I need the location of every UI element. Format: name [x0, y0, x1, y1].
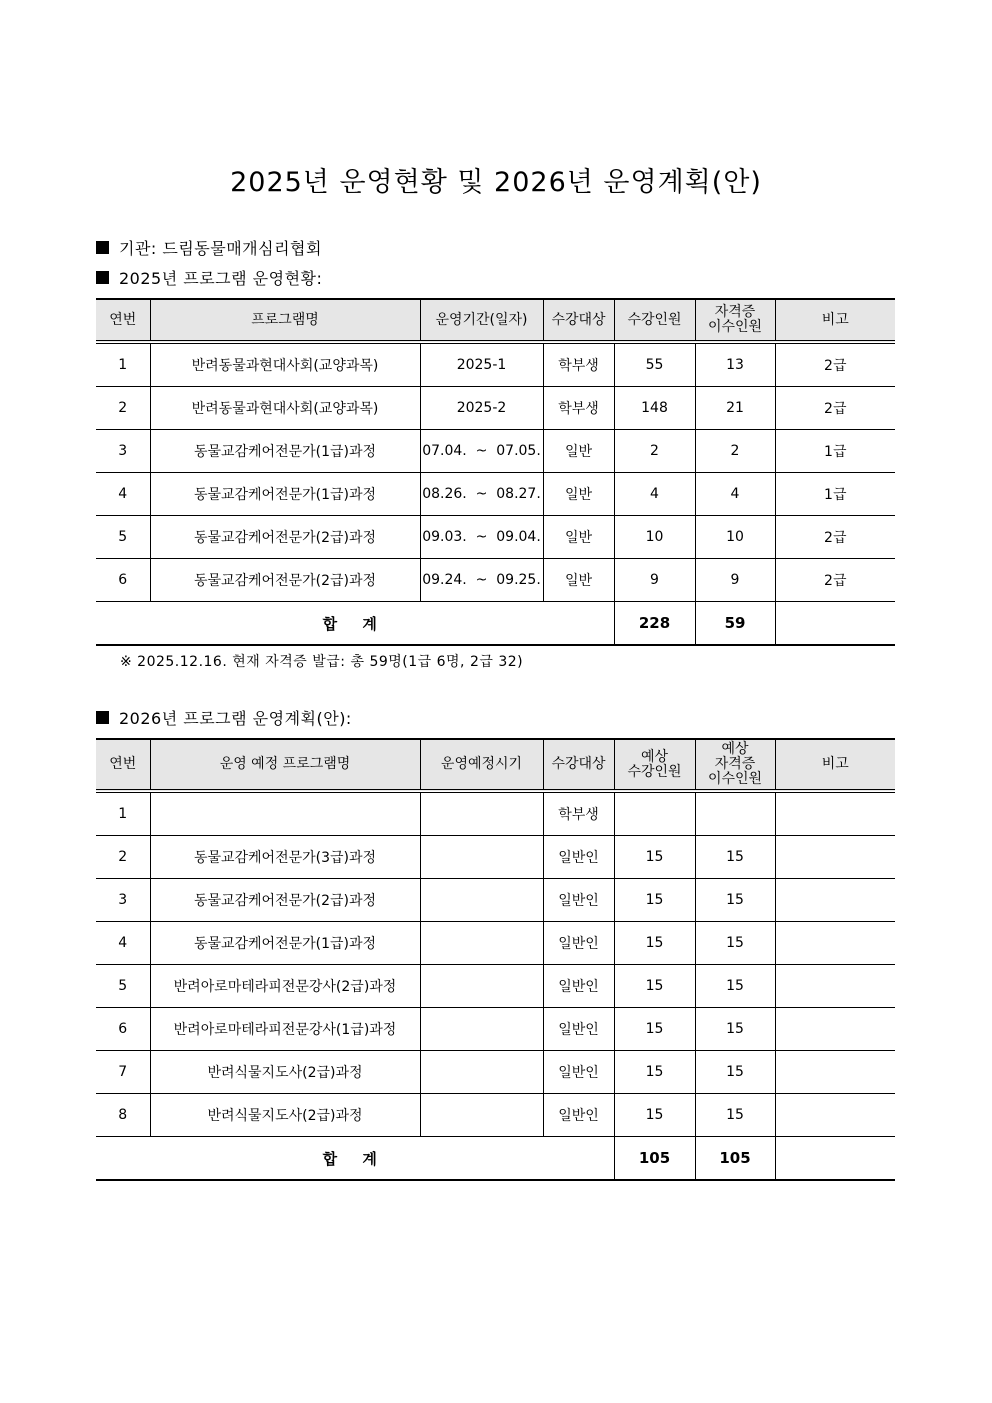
cell-target: 일반인 [543, 922, 614, 965]
cell-target: 일반인 [543, 1094, 614, 1137]
cell-note: 1급 [775, 430, 895, 473]
total-enrolled: 228 [614, 602, 695, 646]
cell-program-name: 동물교감케어전문가(3급)과정 [150, 836, 420, 879]
cell-enrolled: 55 [614, 342, 695, 387]
cell-enrolled: 10 [614, 516, 695, 559]
section-2025-heading [96, 266, 322, 289]
table-row [96, 1008, 895, 1051]
header-certified [695, 299, 775, 342]
cell-target: 학부생 [543, 791, 614, 836]
cell-target: 학부생 [543, 342, 614, 387]
cell-program-name: 동물교감케어전문가(2급)과정 [150, 879, 420, 922]
cell-note [775, 791, 895, 836]
header-note: 비고 [775, 299, 895, 342]
cell-program-name: 동물교감케어전문가(2급)과정 [150, 559, 420, 602]
cell-note [775, 922, 895, 965]
total-label: 합 계 [96, 1137, 614, 1181]
cell-target: 일반 [543, 430, 614, 473]
total-certified: 59 [695, 602, 775, 646]
cell-no: 4 [96, 922, 150, 965]
square-bullet-icon [96, 241, 109, 254]
cell-certified [695, 791, 775, 836]
table-row [96, 922, 895, 965]
cell-no: 4 [96, 473, 150, 516]
square-bullet-icon [96, 711, 109, 724]
table-row [96, 836, 895, 879]
cell-note [775, 965, 895, 1008]
total-enrolled: 105 [614, 1137, 695, 1181]
table-row [96, 1051, 895, 1094]
cell-note [775, 1008, 895, 1051]
square-bullet-icon [96, 271, 109, 284]
cell-note [775, 1094, 895, 1137]
cell-period: 07.04. ~ 07.05. [420, 430, 543, 473]
header-cert-line3: 이수인원 [707, 771, 763, 787]
table-2025-operations [96, 298, 895, 646]
cell-certified: 2 [695, 430, 775, 473]
section-2026-heading-text: 2026년 프로그램 운영계획(안): [119, 709, 352, 728]
header-expected-enrolled [614, 739, 695, 791]
cell-program-name: 반려아로마테라피전문강사(2급)과정 [150, 965, 420, 1008]
cell-program-name: 동물교감케어전문가(1급)과정 [150, 922, 420, 965]
cell-target: 일반 [543, 516, 614, 559]
cell-no: 2 [96, 387, 150, 430]
cell-period: 09.03. ~ 09.04. [420, 516, 543, 559]
cell-enrolled: 15 [614, 879, 695, 922]
table-row [96, 879, 895, 922]
header-expected-line1: 예상 [640, 748, 669, 765]
cell-enrolled: 2 [614, 430, 695, 473]
header-program-name: 프로그램명 [150, 299, 420, 342]
cell-note [775, 879, 895, 922]
cell-period: 2025-1 [420, 342, 543, 387]
header-period: 운영기간(일자) [420, 299, 543, 342]
section-2026-heading [96, 706, 352, 729]
header-target: 수강대상 [543, 739, 614, 791]
cell-period: 08.26. ~ 08.27. [420, 473, 543, 516]
cell-note [775, 1051, 895, 1094]
header-cert-line1: 예상 [721, 741, 749, 757]
cell-certified: 15 [695, 965, 775, 1008]
cell-period [420, 1051, 543, 1094]
total-row [96, 602, 895, 646]
cell-target: 일반인 [543, 965, 614, 1008]
table-row [96, 1094, 895, 1137]
cell-no: 6 [96, 559, 150, 602]
cell-certified: 15 [695, 836, 775, 879]
cell-note: 2급 [775, 342, 895, 387]
cell-period [420, 879, 543, 922]
cell-program-name: 동물교감케어전문가(1급)과정 [150, 430, 420, 473]
cell-note: 2급 [775, 516, 895, 559]
cell-enrolled: 9 [614, 559, 695, 602]
header-no: 연번 [96, 299, 150, 342]
table-row [96, 387, 895, 430]
cell-no: 7 [96, 1051, 150, 1094]
cell-no: 2 [96, 836, 150, 879]
table-row [96, 473, 895, 516]
cell-certified: 15 [695, 1008, 775, 1051]
page-title: 2025년 운영현황 및 2026년 운영계획(안) [230, 167, 762, 198]
cell-note: 2급 [775, 387, 895, 430]
cell-note: 2급 [775, 559, 895, 602]
cell-certified: 13 [695, 342, 775, 387]
cell-enrolled: 4 [614, 473, 695, 516]
cell-target: 일반인 [543, 1008, 614, 1051]
cell-no: 5 [96, 516, 150, 559]
certificate-note: ※ 2025.12.16. 현재 자격증 발급: 총 59명(1급 6명, 2급 32) [120, 654, 524, 670]
cell-program-name: 동물교감케어전문가(1급)과정 [150, 473, 420, 516]
cell-target: 일반인 [543, 836, 614, 879]
table-2026-plan [96, 738, 895, 1181]
cell-certified: 4 [695, 473, 775, 516]
cell-target: 일반 [543, 473, 614, 516]
cell-period [420, 922, 543, 965]
organization-text: 기관: 드림동물매개심리협회 [119, 239, 322, 258]
cell-certified: 21 [695, 387, 775, 430]
cell-note: 1급 [775, 473, 895, 516]
header-program-name: 운영 예정 프로그램명 [150, 739, 420, 791]
section-2025-heading-text: 2025년 프로그램 운영현황: [119, 269, 323, 288]
table-header-row [96, 739, 895, 791]
header-cert-line2: 자격증 [714, 756, 756, 772]
cell-no: 6 [96, 1008, 150, 1051]
table-row [96, 342, 895, 387]
cell-no: 5 [96, 965, 150, 1008]
header-expected-certified [695, 739, 775, 791]
total-note [775, 602, 895, 646]
cell-program-name: 동물교감케어전문가(2급)과정 [150, 516, 420, 559]
cell-program-name: 반려식물지도사(2급)과정 [150, 1094, 420, 1137]
cell-period [420, 791, 543, 836]
table-header-row [96, 299, 895, 342]
cell-target: 일반인 [543, 879, 614, 922]
cell-certified: 15 [695, 922, 775, 965]
header-target: 수강대상 [543, 299, 614, 342]
cell-certified: 15 [695, 1094, 775, 1137]
cell-target: 학부생 [543, 387, 614, 430]
cell-program-name: 반려동물과현대사회(교양과목) [150, 342, 420, 387]
cell-period [420, 1008, 543, 1051]
cell-target: 일반인 [543, 1051, 614, 1094]
cell-no: 3 [96, 430, 150, 473]
cell-certified: 15 [695, 879, 775, 922]
cell-program-name: 반려아로마테라피전문강사(1급)과정 [150, 1008, 420, 1051]
cell-enrolled: 15 [614, 1051, 695, 1094]
header-expected-line2: 수강인원 [627, 763, 682, 780]
header-enrolled: 수강인원 [614, 299, 695, 342]
cell-program-name: 반려동물과현대사회(교양과목) [150, 387, 420, 430]
cell-certified: 15 [695, 1051, 775, 1094]
cell-period [420, 836, 543, 879]
header-note: 비고 [775, 739, 895, 791]
cell-enrolled: 15 [614, 922, 695, 965]
cell-certified: 9 [695, 559, 775, 602]
cell-target: 일반 [543, 559, 614, 602]
cell-period [420, 965, 543, 1008]
table-row [96, 516, 895, 559]
table-row [96, 791, 895, 836]
cell-no: 8 [96, 1094, 150, 1137]
table-row [96, 559, 895, 602]
total-row [96, 1137, 895, 1181]
table-row [96, 965, 895, 1008]
total-label: 합 계 [96, 602, 614, 646]
header-no: 연번 [96, 739, 150, 791]
header-period: 운영예정시기 [420, 739, 543, 791]
cell-period [420, 1094, 543, 1137]
cell-enrolled: 15 [614, 965, 695, 1008]
cell-note [775, 836, 895, 879]
cell-program-name: 반려식물지도사(2급)과정 [150, 1051, 420, 1094]
total-certified: 105 [695, 1137, 775, 1181]
total-note [775, 1137, 895, 1181]
table-row [96, 430, 895, 473]
cell-period: 09.24. ~ 09.25. [420, 559, 543, 602]
cell-no: 1 [96, 342, 150, 387]
header-certified-line1: 자격증 [714, 304, 756, 320]
cell-enrolled: 15 [614, 1094, 695, 1137]
cell-no: 1 [96, 791, 150, 836]
organization-line [96, 236, 322, 259]
cell-enrolled [614, 791, 695, 836]
cell-enrolled: 15 [614, 836, 695, 879]
cell-enrolled: 15 [614, 1008, 695, 1051]
cell-no: 3 [96, 879, 150, 922]
header-certified-line2: 이수인원 [707, 319, 763, 335]
cell-certified: 10 [695, 516, 775, 559]
cell-program-name [150, 791, 420, 836]
cell-enrolled: 148 [614, 387, 695, 430]
cell-period: 2025-2 [420, 387, 543, 430]
